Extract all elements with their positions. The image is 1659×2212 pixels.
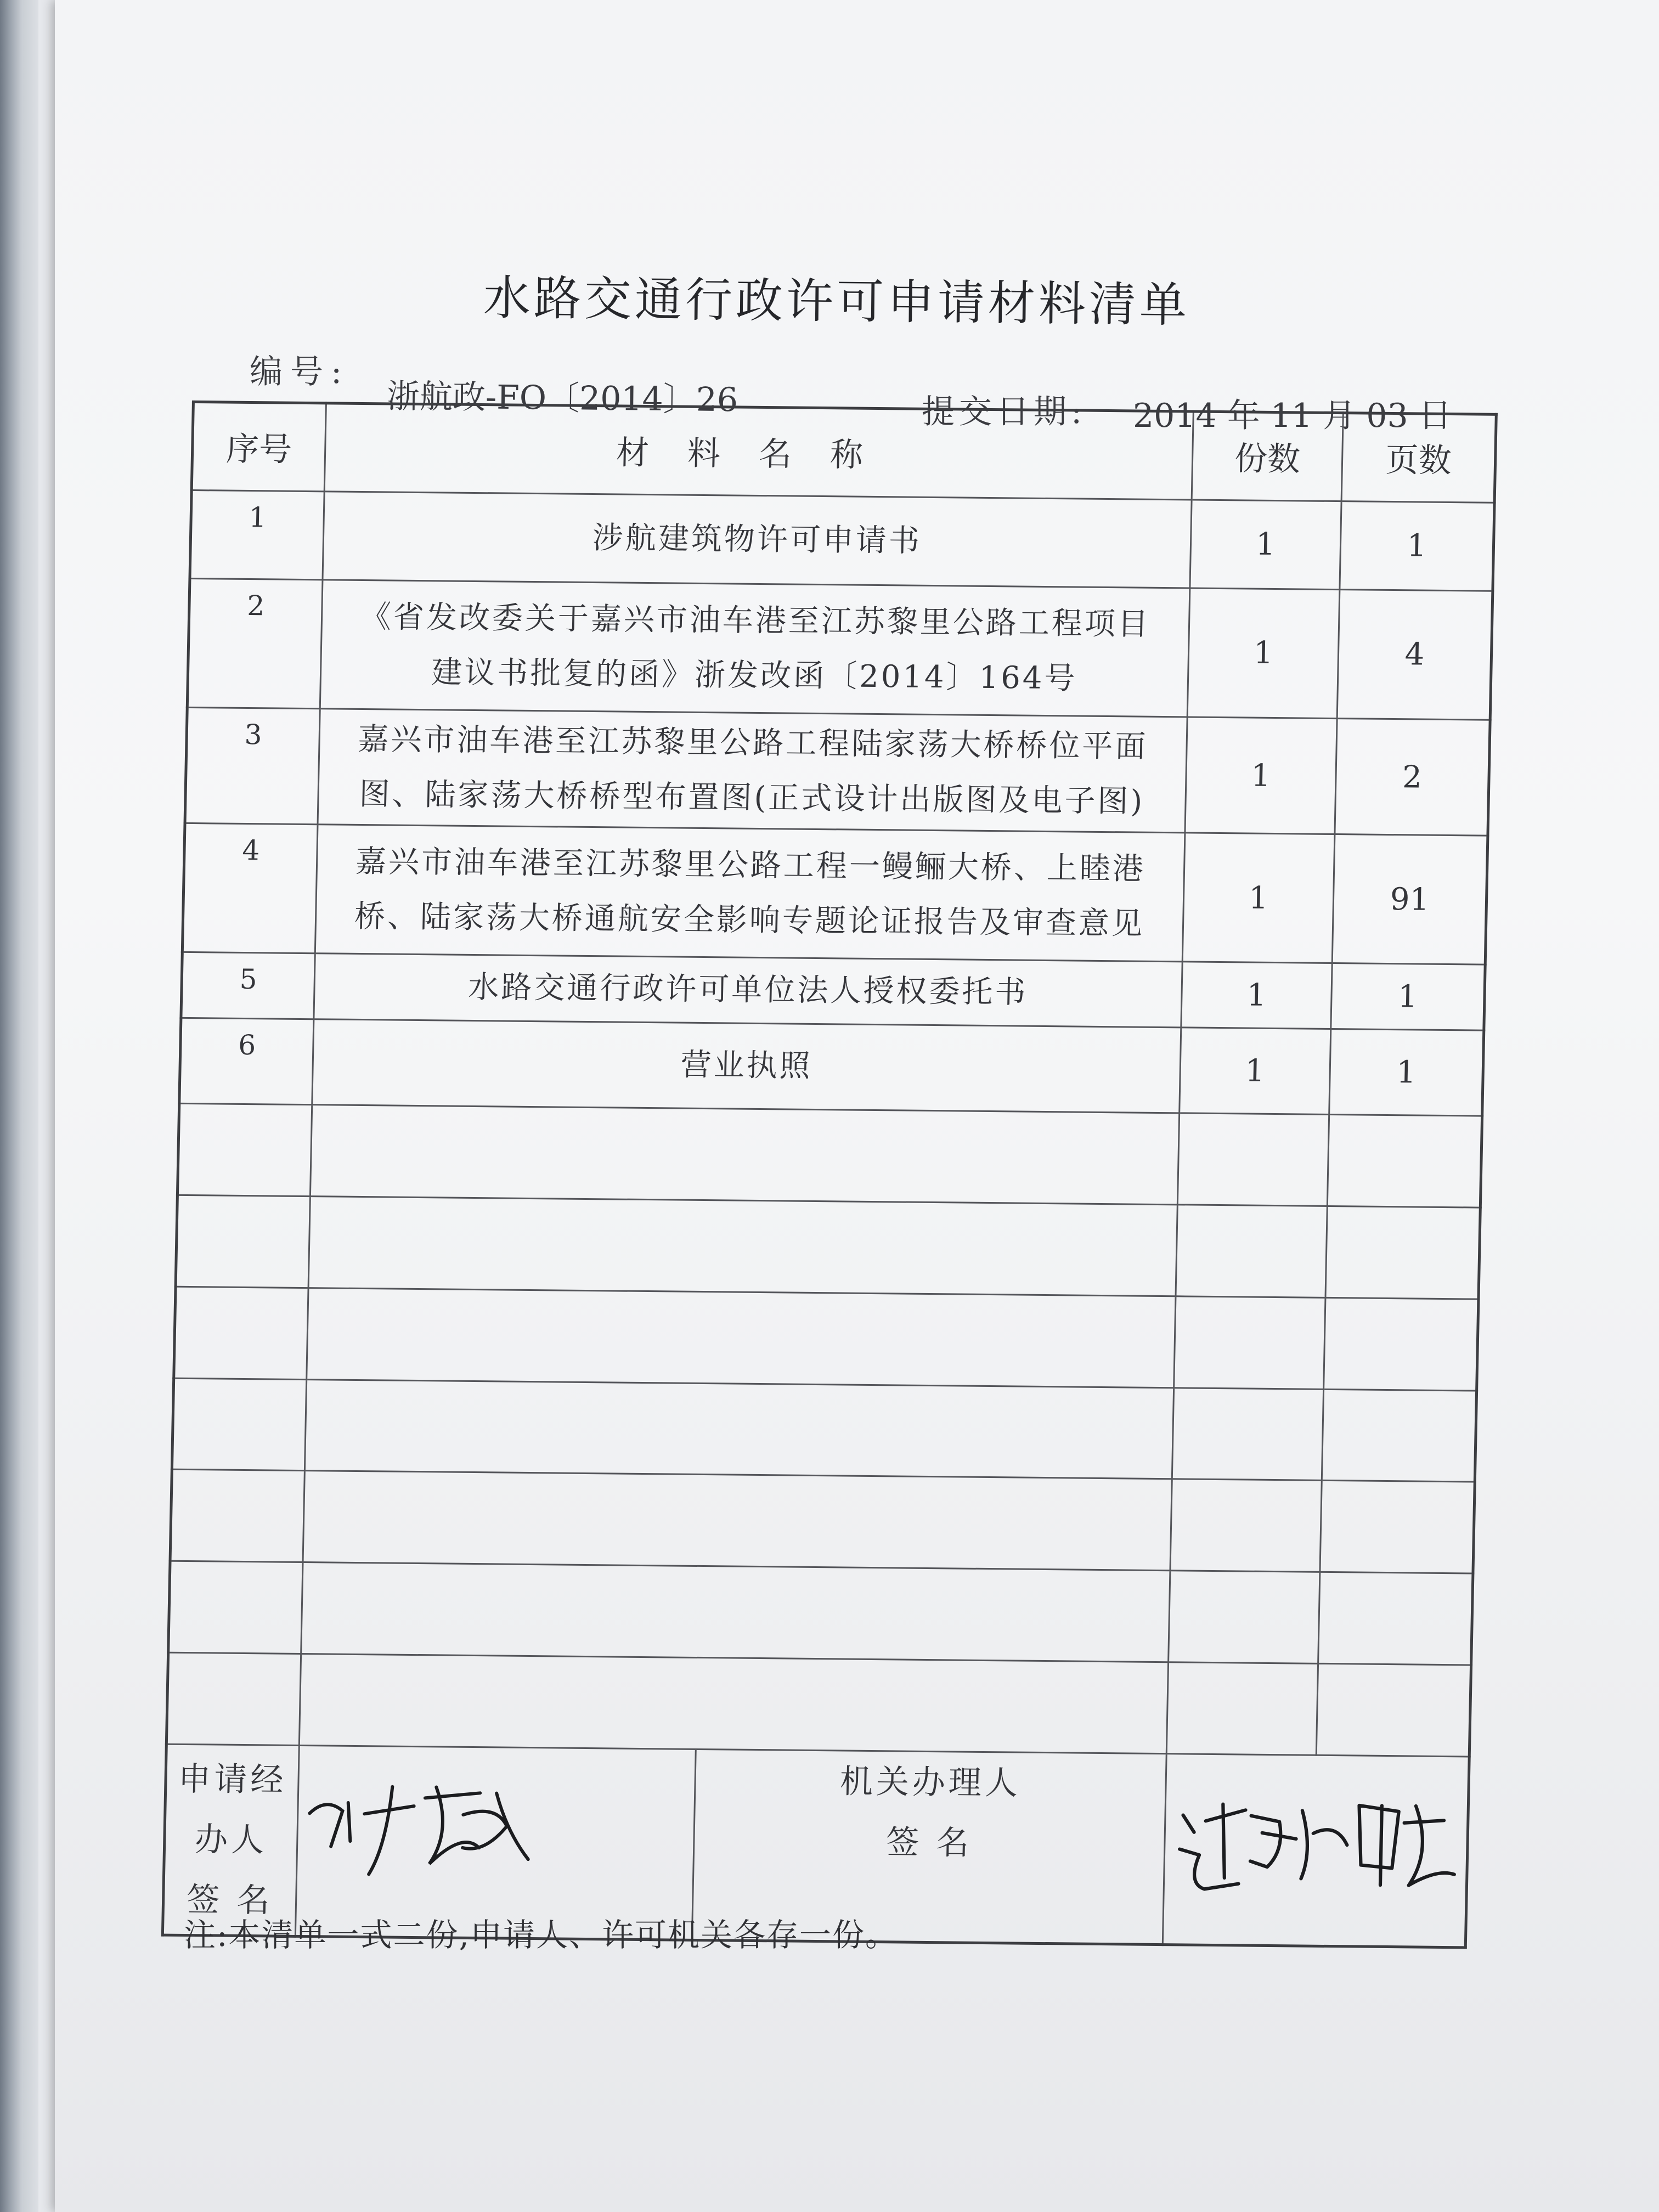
table-body <box>162 402 1496 1948</box>
row-number: 3 <box>185 707 320 825</box>
empty-cell <box>1174 1296 1325 1389</box>
material-name <box>312 1019 1181 1113</box>
table-row <box>187 579 1493 720</box>
pages-value: 4 <box>1337 590 1493 720</box>
pages-value: 1 <box>1329 1029 1483 1116</box>
empty-cell <box>1169 1571 1320 1663</box>
header-copies: 份数 <box>1192 411 1343 501</box>
material-name <box>315 825 1185 962</box>
empty-cell <box>1318 1572 1473 1664</box>
copies-value: 1 <box>1182 833 1335 963</box>
empty-cell <box>174 1286 308 1379</box>
copies-value: 1 <box>1181 962 1332 1029</box>
materials-table-wrap <box>161 400 1498 1949</box>
empty-cell <box>310 1105 1180 1205</box>
material-name-line: 嘉兴市油车港至江苏黎里公路工程一鳗鲡大桥、上睦港 <box>355 843 1146 887</box>
row-number: 2 <box>187 579 322 709</box>
table-row <box>182 823 1488 964</box>
table-row <box>185 707 1490 836</box>
empty-cell <box>1320 1481 1475 1573</box>
date-value: 2014 年 11 月 03 日 <box>1133 397 1452 435</box>
empty-cell <box>172 1378 306 1471</box>
table-row <box>179 1018 1484 1116</box>
empty-cell <box>304 1379 1174 1479</box>
copies-value: 1 <box>1180 1028 1331 1115</box>
row-number: 1 <box>190 490 324 580</box>
pages-value: 2 <box>1335 718 1490 836</box>
copies-value: 1 <box>1190 500 1341 590</box>
empty-row <box>177 1103 1482 1207</box>
material-name-line: 营业执照 <box>680 1047 813 1085</box>
officer-sign-label: 签 名 <box>885 1822 973 1863</box>
material-name-line: 嘉兴市油车港至江苏黎里公路工程陆家荡大桥桥位平面 <box>357 721 1149 765</box>
applicant-label-cell <box>162 1744 299 1937</box>
officer-signature <box>1164 1754 1468 1946</box>
empty-cell <box>1166 1662 1318 1755</box>
empty-cell <box>1172 1387 1323 1480</box>
table-header-row <box>191 402 1496 503</box>
empty-row <box>176 1195 1480 1299</box>
table-row <box>190 490 1494 591</box>
material-name-line: 桥、陆家荡大桥通航安全影响专题论证报告及审查意见 <box>354 898 1145 942</box>
empty-cell <box>308 1197 1178 1296</box>
code-value: 浙航政-FO〔2014〕26 <box>386 377 738 420</box>
footnote: 注:本清单一式二份,申请人、许可机关各存一份。 <box>184 1916 898 1954</box>
header-no: 序号 <box>191 402 326 492</box>
material-name <box>318 708 1187 833</box>
pages-value: 1 <box>1340 501 1494 591</box>
material-name-line: 图、陆家荡大桥桥型布置图(正式设计出版图及电子图) <box>358 776 1145 820</box>
row-number: 4 <box>182 823 317 953</box>
material-name-line: 建议书批复的函》浙发改函〔2014〕164号 <box>431 654 1078 697</box>
pages-value: 91 <box>1332 834 1488 964</box>
row-number: 5 <box>181 952 315 1019</box>
empty-row <box>174 1286 1479 1391</box>
empty-cell <box>1327 1115 1482 1207</box>
material-name-line: 水路交通行政许可单位法人授权委托书 <box>467 969 1028 1011</box>
empty-cell <box>1170 1479 1322 1572</box>
material-name <box>314 953 1183 1028</box>
material-name-line: 《省发改委关于嘉兴市油车港至江苏黎里公路工程项目 <box>360 599 1151 642</box>
pages-value: 1 <box>1331 963 1486 1030</box>
empty-cell <box>306 1288 1176 1387</box>
table-row <box>181 952 1485 1030</box>
applicant-label: 申请经办人 <box>177 1759 287 1860</box>
materials-table <box>161 400 1498 1949</box>
empty-cell <box>299 1654 1169 1753</box>
empty-cell <box>1316 1663 1471 1756</box>
empty-cell <box>303 1471 1172 1571</box>
empty-cell <box>301 1562 1170 1662</box>
material-name <box>320 580 1190 717</box>
date-label: 提交日期: <box>922 393 1087 431</box>
empty-cell <box>1177 1113 1329 1206</box>
empty-cell <box>170 1470 304 1562</box>
header-pages: 页数 <box>1341 413 1496 503</box>
empty-cell <box>177 1103 312 1196</box>
officer-label: 机关办理人 <box>839 1762 1022 1803</box>
code-label: 编号: <box>250 353 350 391</box>
material-name <box>323 491 1192 588</box>
empty-row <box>168 1561 1473 1665</box>
empty-cell <box>1176 1205 1327 1297</box>
empty-row <box>170 1470 1475 1574</box>
empty-cell <box>1325 1206 1481 1299</box>
empty-cell <box>1322 1389 1477 1482</box>
empty-cell <box>166 1652 301 1745</box>
officer-signature-cell <box>1163 1753 1469 1948</box>
empty-cell <box>168 1561 303 1654</box>
copies-value: 1 <box>1187 588 1340 718</box>
row-number: 6 <box>179 1018 314 1105</box>
empty-row <box>172 1378 1476 1482</box>
empty-row <box>166 1652 1471 1757</box>
empty-cell <box>1323 1297 1479 1390</box>
document-title: 水路交通行政许可申请材料清单 <box>483 270 1190 333</box>
empty-cell <box>176 1195 310 1288</box>
material-name-line: 涉航建筑物许可申请书 <box>592 520 922 559</box>
applicant-sign-label: 签 名 <box>186 1880 274 1920</box>
header-name: 材料名称 <box>324 403 1193 500</box>
copies-value: 1 <box>1185 717 1337 834</box>
